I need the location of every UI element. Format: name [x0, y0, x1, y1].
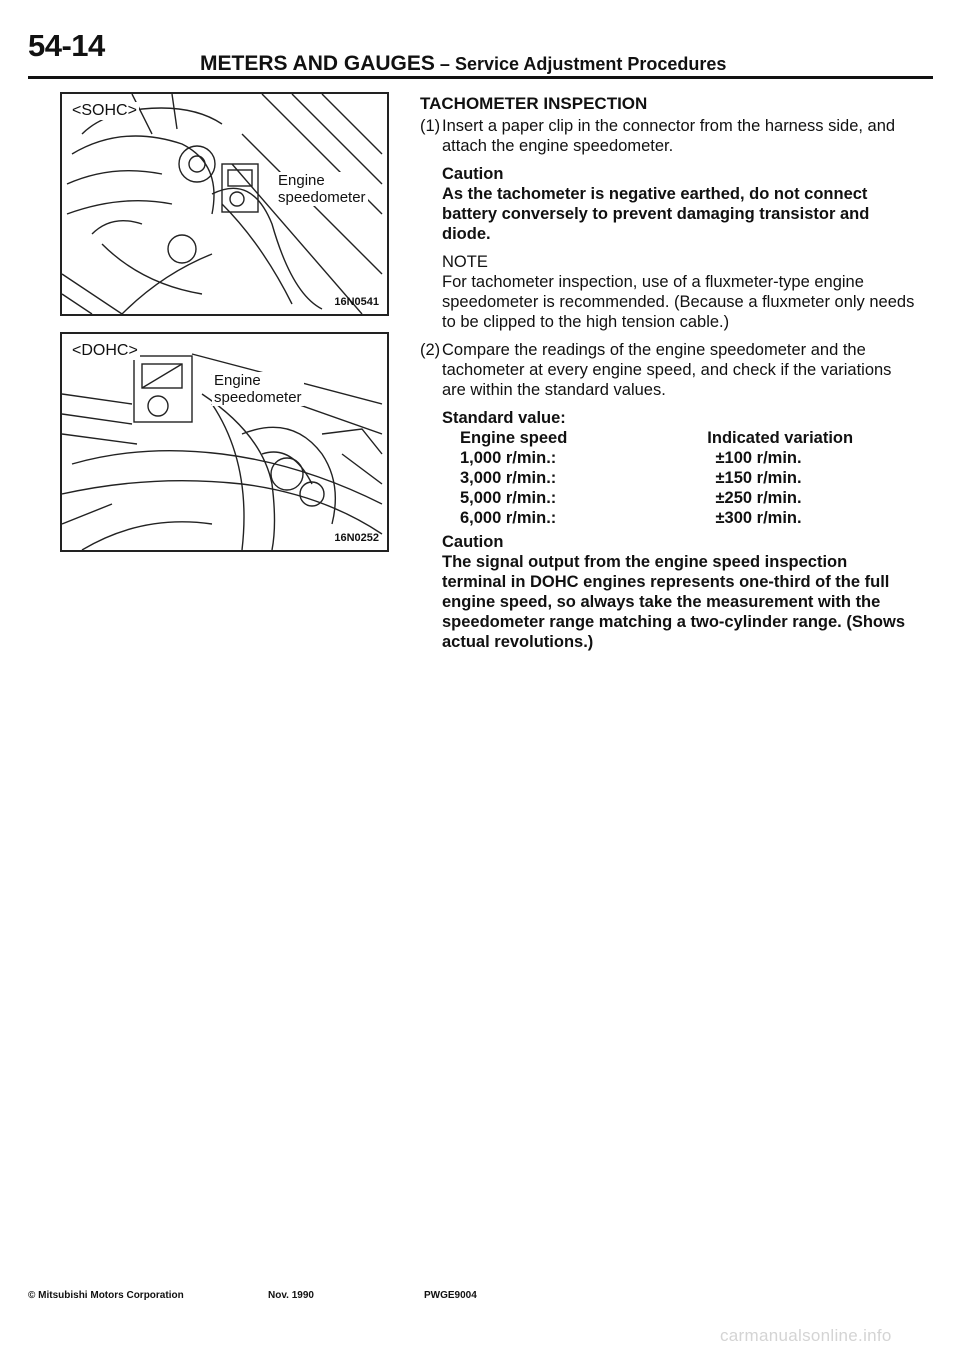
engine-speed-cell: 5,000 r/min.: [460, 489, 557, 507]
page-header [28, 22, 933, 82]
step-2 [420, 340, 915, 652]
step-text: Insert a paper clip in the connector from the harness side, and attach the engine speedometer. [442, 117, 896, 155]
col-engine-speed-header: Engine speed [460, 429, 568, 447]
page-number: 54-14 [28, 28, 105, 63]
title-separator: – [434, 54, 455, 74]
caution-text: As the tachometer is negative earthed, do not connect battery conversely to prevent damaging transistor and diode. [442, 185, 870, 243]
note-title: NOTE [442, 253, 488, 271]
figure-code: 16N0541 [334, 296, 379, 308]
figure-label [276, 172, 368, 206]
watermark: carmanualsonline.info [720, 1326, 892, 1345]
table-row [442, 468, 915, 488]
variation-cell: ±100 r/min. [715, 449, 802, 467]
step-1 [420, 116, 915, 332]
col-variation-header: Indicated variation [707, 429, 854, 447]
note-text: For tachometer inspection, use of a fluxmeter-type engine speedometer is recommended. (Because a fluxmeter only needs to be clipped to the high tension cable.) [442, 273, 915, 331]
label-line-engine: Engine [278, 172, 325, 189]
label-line-speedometer: speedometer [214, 389, 302, 406]
label-line-speedometer: speedometer [278, 189, 366, 206]
figure-code: 16N0252 [334, 532, 379, 544]
footer-copyright: © Mitsubishi Motors Corporation [28, 1290, 184, 1301]
figure-tag: <SOHC> [72, 102, 137, 119]
standard-value-table [442, 428, 915, 528]
caution-title: Caution [442, 533, 504, 551]
table-row [442, 488, 915, 508]
figure-tag: <DOHC> [72, 342, 138, 359]
procedure-text [420, 94, 915, 652]
standard-value-label: Standard value: [442, 409, 566, 427]
footer-date: Nov. 1990 [268, 1290, 314, 1301]
table-header-row [442, 428, 915, 448]
engine-speed-cell: 6,000 r/min.: [460, 509, 557, 527]
variation-cell: ±300 r/min. [715, 509, 802, 527]
figure-sohc [60, 92, 389, 316]
section-heading: TACHOMETER INSPECTION [420, 94, 648, 113]
step-number: (2) [420, 341, 441, 359]
section-subtitle: Service Adjustment Procedures [454, 54, 727, 74]
table-row [442, 508, 915, 528]
table-row [442, 448, 915, 468]
header-rule [28, 76, 933, 79]
footer-doc-code: PWGE9004 [424, 1290, 477, 1301]
engine-speed-cell: 3,000 r/min.: [460, 469, 557, 487]
section-main-title: METERS AND GAUGES [200, 52, 435, 75]
step-text: Compare the readings of the engine speedometer and the tachometer at every engine speed, and check if the variations are within the standard values. [442, 341, 892, 399]
caution-text: The signal output from the engine speed inspection terminal in DOHC engines represents one-third of the full engine speed, so always take the measurement with the speedometer range matching a two-cylinder range. (Shows actual revolutions.) [442, 553, 906, 651]
figure-dohc [60, 332, 389, 552]
variation-cell: ±250 r/min. [715, 489, 802, 507]
caution-title: Caution [442, 165, 504, 183]
step-number: (1) [420, 117, 441, 135]
section-title [200, 52, 726, 76]
engine-speed-cell: 1,000 r/min.: [460, 449, 557, 467]
figure-label [212, 372, 304, 406]
engine-bay-illustration [62, 334, 387, 550]
label-line-engine: Engine [214, 372, 261, 389]
variation-cell: ±150 r/min. [715, 469, 802, 487]
